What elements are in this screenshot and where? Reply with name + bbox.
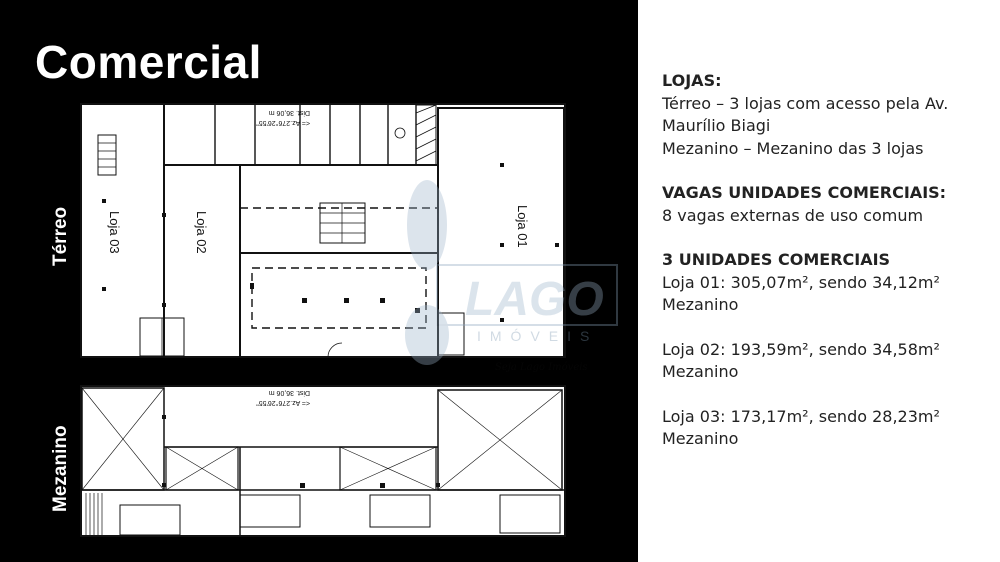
loja-01-label: Loja 01	[515, 205, 530, 248]
right-panel	[638, 0, 1000, 562]
watermark-tagline: IMÓVEIS	[477, 328, 599, 344]
mezanino-dimension: Dist. 36,06 m	[268, 389, 310, 396]
vagas-heading: VAGAS UNIDADES COMERCIAIS:	[662, 183, 947, 202]
loja-01-mezanino: Mezanino	[662, 295, 739, 314]
floorplan-mezanino-drawing	[80, 385, 566, 537]
lojas-line-2: Maurílio Biagi	[662, 116, 771, 135]
info-text	[662, 70, 992, 451]
vagas-line-1: 8 vagas externas de uso comum	[662, 205, 924, 225]
floorplan-terreo	[80, 103, 566, 358]
loja-03-area: Loja 03: 173,17m², sendo 28,23m²	[662, 406, 940, 426]
mezanino-azimuth: <= Az.276°26'55"	[256, 399, 310, 406]
level-label-mezanino: Mezanino	[50, 425, 71, 512]
loja-03-mezanino: Mezanino	[662, 429, 739, 448]
loja-02-label: Loja 02	[194, 211, 209, 254]
floorplan-mezanino	[80, 385, 566, 537]
loja-01-area: Loja 01: 305,07m², sendo 34,12m²	[662, 272, 940, 292]
loja-02-area: Loja 02: 193,59m², sendo 34,58m²	[662, 339, 940, 359]
terreo-azimuth: <= Az.276°26'55"	[256, 119, 310, 126]
lojas-heading: LOJAS:	[662, 71, 722, 90]
lojas-line-3: Mezanino – Mezanino das 3 lojas	[662, 138, 924, 158]
loja-03-label: Loja 03	[107, 211, 122, 254]
level-label-terreo: Térreo	[50, 206, 71, 266]
loja-02-mezanino: Mezanino	[662, 362, 739, 381]
lojas-line-1: Térreo – 3 lojas com acesso pela Av.	[662, 93, 949, 113]
slide-title: Comercial	[35, 36, 262, 88]
terreo-dimension: Dist. 36,06 m	[268, 109, 310, 116]
floorplan-terreo-drawing	[80, 103, 566, 358]
watermark-signature: Seja Lago Imóveis	[495, 362, 588, 373]
unidades-heading: 3 UNIDADES COMERCIAIS	[662, 250, 891, 269]
watermark-brand: LAGO	[465, 273, 604, 326]
